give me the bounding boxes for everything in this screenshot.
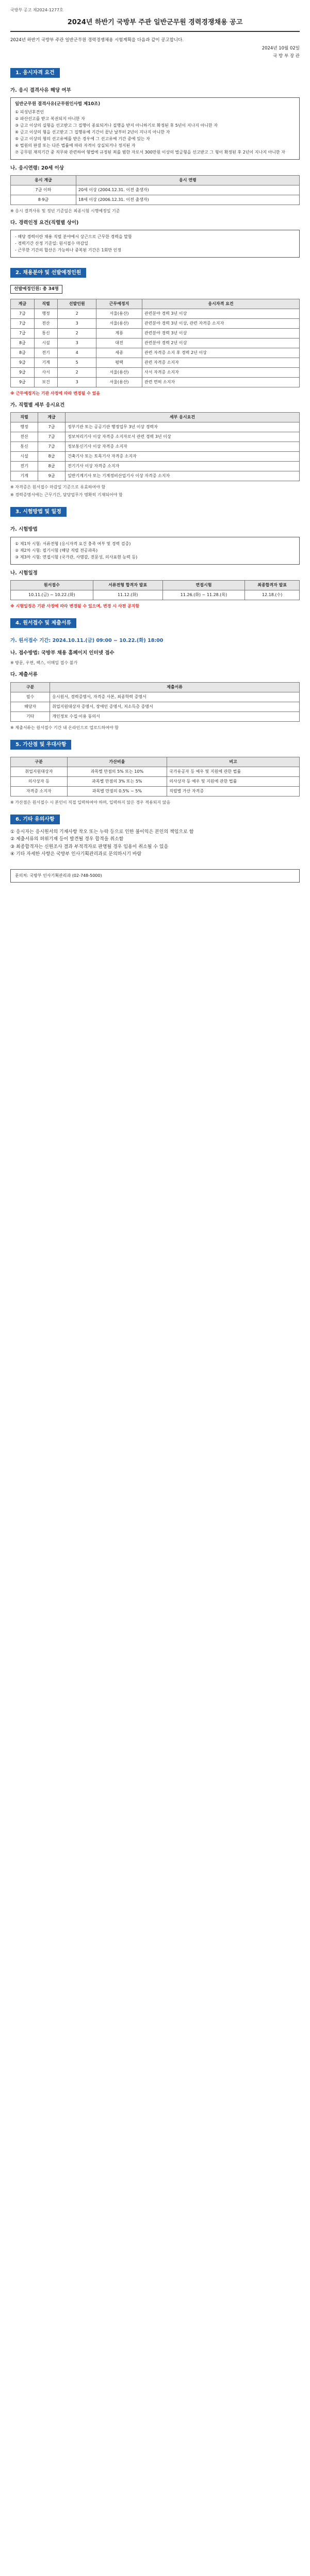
exam-method-item: ② 제2차 시험: 필기시험 (해당 직렬 전공과목) <box>15 548 98 553</box>
table-cell: 9급 <box>11 378 35 387</box>
contact-box <box>10 869 300 883</box>
req-table-header: 계급 <box>38 413 65 422</box>
recruit-table-header: 계급 <box>11 299 35 309</box>
table-cell: 5 <box>58 358 96 368</box>
table-cell: 7급 <box>38 442 65 452</box>
career-item: - 근무한 기간의 합산은 가능하나 중복된 기간은 1회만 인정 <box>15 248 122 253</box>
disqualification-item: ③ 금고 이상의 실형을 선고받고 그 집행이 종료되거나 집행을 받지 아니하기로 확정된 후 5년이 지나지 아니한 자 <box>15 123 218 128</box>
table-cell: 관련 자격증 소지자 <box>142 358 299 368</box>
contact-info: 문의처: 국방부 인사기획관리과 (02-748-5000) <box>15 873 102 878</box>
table-cell: 통신 <box>11 442 38 452</box>
recruit-table <box>10 299 300 387</box>
age-table-header: 응시 계급 <box>11 176 76 185</box>
section-1b-title: 나. 응시연령: 20세 이상 <box>10 165 64 171</box>
table-cell: 해당자 <box>11 702 50 711</box>
notice-date: 2024년 10월 02일 <box>262 46 300 52</box>
table-cell: 9급 <box>11 368 35 378</box>
disqualification-item: ① 피성년후견인 <box>15 109 44 114</box>
docs-header: 제출서류 <box>50 682 300 692</box>
schedule-note: ※ 시험일정은 기관 사정에 따라 변경될 수 있으며, 변경 시 사전 공지함 <box>10 603 140 608</box>
table-cell: 11.12.(화) <box>93 590 162 600</box>
age-note: ※ 응시 결격사유 및 정년 기준일은 최종시험 시행예정일 기준 <box>10 209 120 213</box>
disqualification-item: ④ 금고 이상의 형을 선고받고 그 집행유예 기간이 끝난 날부터 2년이 지나지 아니한 자 <box>15 129 170 134</box>
table-cell: 8급 <box>38 462 65 471</box>
intro-text: 2024년 하반기 국방부 주관 일반군무원 경력경쟁채용 시험계획을 다음과 같이 공고합니다. <box>10 37 184 43</box>
table-cell: 시설 <box>34 338 58 348</box>
disqualification-item: ⑥ 법원의 판결 또는 다른 법률에 따라 자격이 상실되거나 정지된 자 <box>15 143 136 148</box>
schedule-header: 원서접수 <box>11 580 93 590</box>
submission-note: ※ 방문, 우편, 팩스, 이메일 접수 불가 <box>10 660 78 666</box>
recruit-note: ※ 근무예정지는 기관 사정에 따라 변경될 수 있음 <box>10 391 101 396</box>
schedule-header: 최종합격자 발표 <box>245 580 300 590</box>
caution-item: ③ 최종합격자는 신원조사 결과 부적격자로 판명될 경우 임용이 취소될 수 있음 <box>10 844 169 850</box>
table-cell: 계룡 <box>96 329 142 338</box>
table-cell: 전기 <box>34 348 58 358</box>
table-cell: 필수 <box>11 692 50 702</box>
table-row <box>11 471 300 481</box>
section-2-heading: 2. 채용분야 및 선발예정인원 <box>10 268 86 278</box>
table-cell: 보건 <box>34 378 58 387</box>
caution-item: ② 제출서류의 허위기재 등이 발견될 경우 합격을 취소함 <box>10 837 124 842</box>
bonus-note: ※ 가산점은 원서접수 시 본인이 직접 입력하여야 하며, 입력하지 않은 경우 적용되지 않음 <box>10 800 171 805</box>
table-row <box>11 432 300 442</box>
recruit-table-header: 직렬 <box>34 299 58 309</box>
table-cell: 직렬별 가산 자격증 <box>167 786 300 796</box>
recruit-table-header: 근무예정지 <box>96 299 142 309</box>
section-4c-title: 다. 제출서류 <box>10 672 38 678</box>
table-cell: 8급 <box>11 338 35 348</box>
disqualification-item: ② 파산선고를 받고 복권되지 아니한 자 <box>15 116 85 121</box>
table-cell: 기계 <box>34 358 58 368</box>
table-cell: 국가유공자 등 예우 및 지원에 관한 법률 <box>167 767 300 776</box>
table-cell: 7급 <box>11 329 35 338</box>
table-cell: 7급 <box>11 309 35 319</box>
requirements-note: ※ 자격증은 원서접수 마감일 기준으로 유효하여야 함 <box>10 485 106 490</box>
table-row <box>11 442 300 452</box>
table-cell: 의사상자 등 예우 및 지원에 관한 법률 <box>167 776 300 786</box>
table-cell: 8·9급 <box>11 195 76 205</box>
table-row <box>11 309 300 319</box>
table-cell: 18세 이상 (2006.12.31. 이전 출생자) <box>76 195 299 205</box>
section-6-heading: 6. 기타 유의사항 <box>10 815 60 824</box>
table-cell: 자격증 소지자 <box>11 786 68 796</box>
table-cell: 10.11.(금) ~ 10.22.(화) <box>11 590 93 600</box>
section-5-heading: 5. 가산점 및 우대사항 <box>10 740 71 750</box>
section-1a-title: 가. 응시 결격사유 해당 여부 <box>10 87 71 93</box>
table-cell: 개인정보 수집·이용 동의서 <box>50 711 300 721</box>
table-row <box>11 767 300 776</box>
table-cell: 평택 <box>96 358 142 368</box>
disqualification-item: ⑦ 공무원 재직기간 중 직무와 관련하여 형법에 규정된 죄를 범한 자로서 300만원 이상의 벌금형을 선고받고 그 형이 확정된 후 2년이 지나지 아니한 자 <box>15 149 285 155</box>
section-3a-title: 가. 시험방법 <box>10 527 38 533</box>
table-cell: 취업지원대상자 <box>11 767 68 776</box>
table-cell: 기타 <box>11 711 50 721</box>
table-cell: 9급 <box>38 471 65 481</box>
table-cell: 12.18.(수) <box>245 590 300 600</box>
table-cell: 관련분야 경력 2년 이상 <box>142 338 299 348</box>
documents-table <box>10 682 300 722</box>
age-table <box>10 175 300 205</box>
table-cell: 대전 <box>96 338 142 348</box>
table-cell: 3 <box>58 378 96 387</box>
docs-header: 구분 <box>11 682 50 692</box>
table-row <box>11 462 300 471</box>
bonus-header: 구분 <box>11 757 68 767</box>
requirements-table <box>10 412 300 481</box>
table-cell: 과목별 만점의 0.5% ~ 5% <box>67 786 167 796</box>
table-cell: 관련 면허 소지자 <box>142 378 299 387</box>
table-row <box>11 692 300 702</box>
table-cell: 관련분야 경력 3년 이상, 관련 자격증 소지자 <box>142 319 299 329</box>
table-cell: 7급 <box>38 432 65 442</box>
table-cell: 정보통신기사 이상 자격증 소지자 <box>65 442 299 452</box>
document-title: 2024년 하반기 국방부 주관 일반군무원 경력경쟁채용 공고 <box>10 18 300 32</box>
table-cell: 정부기관 또는 공공기관 행정업무 3년 이상 경력자 <box>65 422 299 432</box>
disqualification-item: ⑤ 금고 이상의 형의 선고유예를 받은 경우에 그 선고유예 기간 중에 있는 자 <box>15 136 150 141</box>
table-cell: 관련분야 경력 3년 이상 <box>142 329 299 338</box>
table-cell: 관련분야 경력 3년 이상 <box>142 309 299 319</box>
requirements-note: ※ 경력증명서에는 근무기간, 담당업무가 명확히 기재되어야 함 <box>10 493 123 498</box>
bonus-table <box>10 757 300 796</box>
table-cell: 응시원서, 경력증명서, 자격증 사본, 최종학력 증명서 <box>50 692 300 702</box>
table-cell: 전기 <box>11 462 38 471</box>
bonus-header: 비고 <box>167 757 300 767</box>
section-4a-title: 가. 원서접수 기간: 2024.10.11.(금) 09:00 ~ 10.22.(화) 18:00 <box>10 637 164 643</box>
table-row <box>11 590 300 600</box>
table-row <box>11 776 300 786</box>
schedule-table <box>10 580 300 600</box>
table-cell: 3 <box>58 338 96 348</box>
table-row <box>11 702 300 711</box>
section-3b-title: 나. 시험일정 <box>10 570 38 576</box>
table-row <box>11 422 300 432</box>
section-1c-title: 다. 경력인정 요건(직렬별 상이) <box>10 220 79 226</box>
table-cell: 2 <box>58 368 96 378</box>
section-3-heading: 3. 시험방법 및 일정 <box>10 507 67 517</box>
documents-note: ※ 제출서류는 원서접수 기간 내 온라인으로 업로드하여야 함 <box>10 725 119 730</box>
exam-method-box <box>10 537 300 565</box>
table-cell: 행정 <box>34 309 58 319</box>
age-table-header: 응시 연령 <box>76 176 299 185</box>
career-item: - 해당 경력이란 채용 직렬 분야에서 상근으로 근무한 경력을 말함 <box>15 234 132 240</box>
table-cell: 과목별 만점의 3% 또는 5% <box>67 776 167 786</box>
section-1-heading: 1. 응시자격 요건 <box>10 68 60 78</box>
document-page <box>0 0 310 893</box>
section-4b-title: 나. 접수방법: 국방부 채용 홈페이지 인터넷 접수 <box>10 650 115 656</box>
career-box <box>10 230 300 258</box>
table-cell: 취업지원대상자 증명서, 장애인 증명서, 저소득층 증명서 <box>50 702 300 711</box>
table-cell: 4 <box>58 348 96 358</box>
recruit-table-header: 응시자격 요건 <box>142 299 299 309</box>
disqualification-box <box>10 97 300 160</box>
table-cell: 정보처리기사 이상 자격증 소지자로서 관련 경력 3년 이상 <box>65 432 299 442</box>
req-table-header: 세부 응시요건 <box>65 413 299 422</box>
table-cell: 서울(용산) <box>96 309 142 319</box>
table-cell: 2 <box>58 329 96 338</box>
table-cell: 행정 <box>11 422 38 432</box>
table-cell: 8급 <box>11 348 35 358</box>
req-table-header: 직렬 <box>11 413 38 422</box>
exam-method-item: ③ 제3차 시험: 면접시험 (국가관, 사명감, 전문성, 의사표현 능력 등) <box>15 554 138 560</box>
table-cell: 7급 이하 <box>11 185 76 195</box>
table-cell: 8급 <box>38 452 65 462</box>
table-row <box>11 378 300 387</box>
table-row <box>11 368 300 378</box>
table-cell: 전기기사 이상 자격증 소지자 <box>65 462 299 471</box>
table-row <box>11 329 300 338</box>
table-cell: 시설 <box>11 452 38 462</box>
table-cell: 7급 <box>11 319 35 329</box>
table-row <box>11 786 300 796</box>
recruit-table-header: 선발인원 <box>58 299 96 309</box>
section-4-heading: 4. 원서접수 및 제출서류 <box>10 618 76 628</box>
schedule-header: 서류전형 합격자 발표 <box>93 580 162 590</box>
disqualification-box-title: 일반군무원 결격사유(군무원인사법 제10조) <box>15 101 101 107</box>
table-row <box>11 358 300 368</box>
table-row <box>11 319 300 329</box>
table-row <box>11 195 300 205</box>
table-cell: 서울(용산) <box>96 378 142 387</box>
section-2a-title: 가. 직렬별 세부 응시요건 <box>10 402 65 408</box>
table-cell: 전산 <box>34 319 58 329</box>
caution-item: ① 응시자는 응시원서의 기재사항 착오 또는 누락 등으로 인한 불이익은 본인의 책임으로 함 <box>10 829 194 835</box>
table-row <box>11 348 300 358</box>
issuing-org: 국 방 부 장 관 <box>273 54 300 59</box>
table-cell: 전산 <box>11 432 38 442</box>
table-cell: 관련 자격증 소지 후 경력 2년 이상 <box>142 348 299 358</box>
table-cell: 11.26.(화) ~ 11.28.(목) <box>162 590 245 600</box>
recruit-total-tag: 선발예정인원: 총 34명 <box>10 285 62 294</box>
table-cell: 건축기사 또는 토목기사 자격증 소지자 <box>65 452 299 462</box>
table-cell: 서울(용산) <box>96 368 142 378</box>
schedule-header: 면접시험 <box>162 580 245 590</box>
table-cell: 3 <box>58 319 96 329</box>
table-cell: 사서 <box>34 368 58 378</box>
table-cell: 2 <box>58 309 96 319</box>
table-cell: 서울(용산) <box>96 319 142 329</box>
table-cell: 기계 <box>11 471 38 481</box>
table-cell: 과목별 만점의 5% 또는 10% <box>67 767 167 776</box>
table-cell: 의사상자 등 <box>11 776 68 786</box>
table-row <box>11 185 300 195</box>
table-row <box>11 338 300 348</box>
table-row <box>11 452 300 462</box>
notice-number: 국방부 공고 제2024-1277호 <box>10 8 63 12</box>
table-cell: 세종 <box>96 348 142 358</box>
exam-method-item: ① 제1차 시험: 서류전형 (응시자격 요건 충족 여부 및 경력 검증) <box>15 541 131 546</box>
career-item: - 경력기간 산정 기준일: 원서접수 마감일 <box>15 241 88 246</box>
caution-item: ④ 기타 자세한 사항은 국방부 인사기획관리과로 문의하시기 바람 <box>10 852 142 857</box>
table-row <box>11 711 300 721</box>
table-cell: 일반기계기사 또는 기계정비산업기사 이상 자격증 소지자 <box>65 471 299 481</box>
table-cell: 통신 <box>34 329 58 338</box>
table-cell: 7급 <box>38 422 65 432</box>
table-cell: 사서 자격증 소지자 <box>142 368 299 378</box>
bonus-header: 가산비율 <box>67 757 167 767</box>
table-cell: 9급 <box>11 358 35 368</box>
table-cell: 20세 이상 (2004.12.31. 이전 출생자) <box>76 185 299 195</box>
